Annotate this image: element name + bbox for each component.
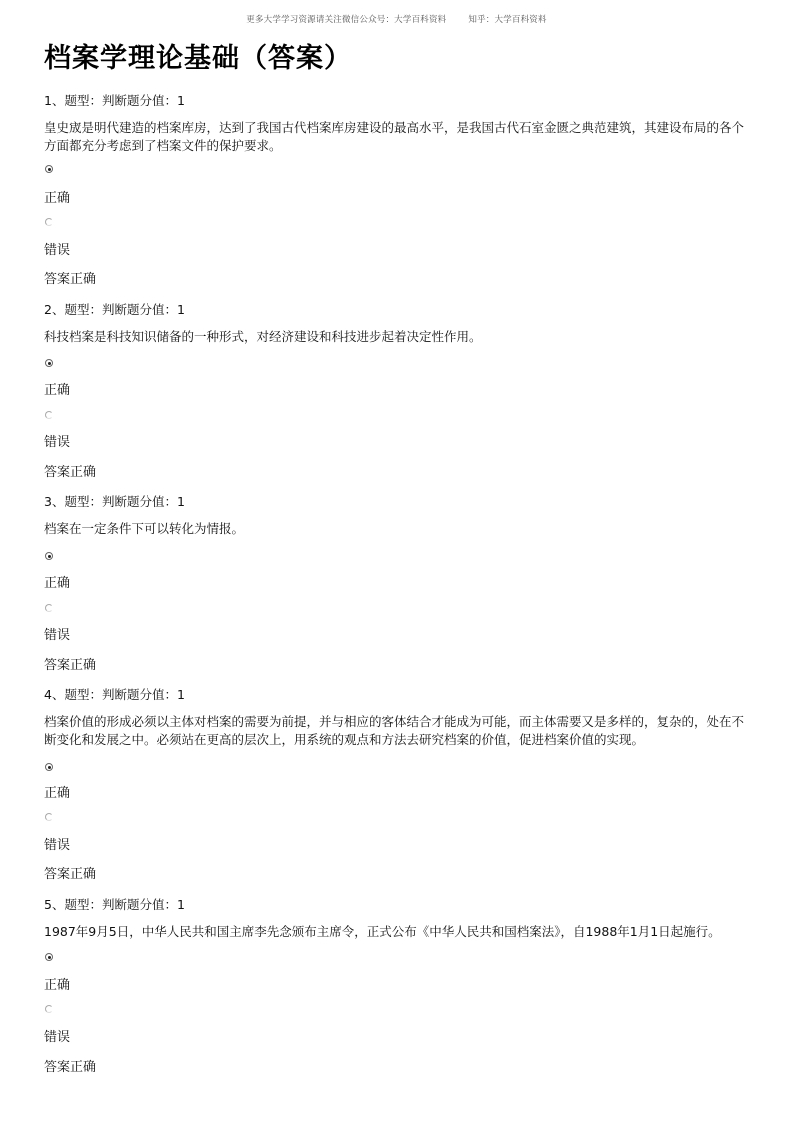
option-true-label: 正确 <box>44 191 71 206</box>
question-text: 档案在一定条件下可以转化为情报。 <box>44 521 245 536</box>
radio-false[interactable] <box>45 411 53 419</box>
radio-true-checked[interactable] <box>45 552 53 560</box>
radio-false[interactable] <box>45 1005 53 1013</box>
question-text: 档案价值的形成必须以主体对档案的需要为前提，并与相应的客体结合才能成为可能，而主体需要又是多样的，复杂的，处在不断变化和发展之中。必须站在更高的层次上，用系统的观点和方法去研究档案的价值，促进档案价值的实现。 <box>44 714 745 747</box>
radio-false[interactable] <box>45 813 53 821</box>
option-true-label: 正确 <box>44 383 71 398</box>
option-true-label: 正确 <box>44 786 71 801</box>
header-note-zhihu: 知乎：大学百科资料 <box>468 15 547 25</box>
answer-result: 答案正确 <box>44 867 97 882</box>
question-text: 科技档案是科技知识储备的一种形式，对经济建设和科技进步起着决定性作用。 <box>44 329 482 344</box>
radio-false[interactable] <box>45 604 53 612</box>
question-meta: 1、题型：判断题分值：1 <box>44 93 185 108</box>
question-text: 1987年9月5日，中华人民共和国主席李先念颁布主席令，正式公布《中华人民共和国档案法》，自1988年1月1日起施行。 <box>44 924 721 939</box>
answer-result: 答案正确 <box>44 658 97 673</box>
header-note <box>0 13 793 25</box>
answer-result: 答案正确 <box>44 465 97 480</box>
radio-true-checked[interactable] <box>45 763 53 771</box>
header-note-wechat: 更多大学学习资源请关注微信公众号：大学百科资料 <box>246 15 447 25</box>
radio-false[interactable] <box>45 218 53 226</box>
option-true-label: 正确 <box>44 978 71 993</box>
option-true-label: 正确 <box>44 576 71 591</box>
answer-result: 答案正确 <box>44 1060 97 1075</box>
option-false-label: 错误 <box>44 435 71 450</box>
answer-result: 答案正确 <box>44 272 97 287</box>
radio-true-checked[interactable] <box>45 165 53 173</box>
page-title: 档案学理论基础（答案） <box>44 43 352 74</box>
question-text: 皇史宬是明代建造的档案库房，达到了我国古代档案库房建设的最高水平，是我国古代石室金匮之典范建筑，其建设布局的各个方面都充分考虑到了档案文件的保护要求。 <box>44 120 745 153</box>
question-meta: 5、题型：判断题分值：1 <box>44 897 185 912</box>
option-false-label: 错误 <box>44 628 71 643</box>
question-meta: 3、题型：判断题分值：1 <box>44 494 185 509</box>
question-meta: 4、题型：判断题分值：1 <box>44 687 185 702</box>
radio-true-checked[interactable] <box>45 359 53 367</box>
question-meta: 2、题型：判断题分值：1 <box>44 302 185 317</box>
option-false-label: 错误 <box>44 1030 71 1045</box>
option-false-label: 错误 <box>44 243 71 258</box>
option-false-label: 错误 <box>44 838 71 853</box>
radio-true-checked[interactable] <box>45 953 53 961</box>
